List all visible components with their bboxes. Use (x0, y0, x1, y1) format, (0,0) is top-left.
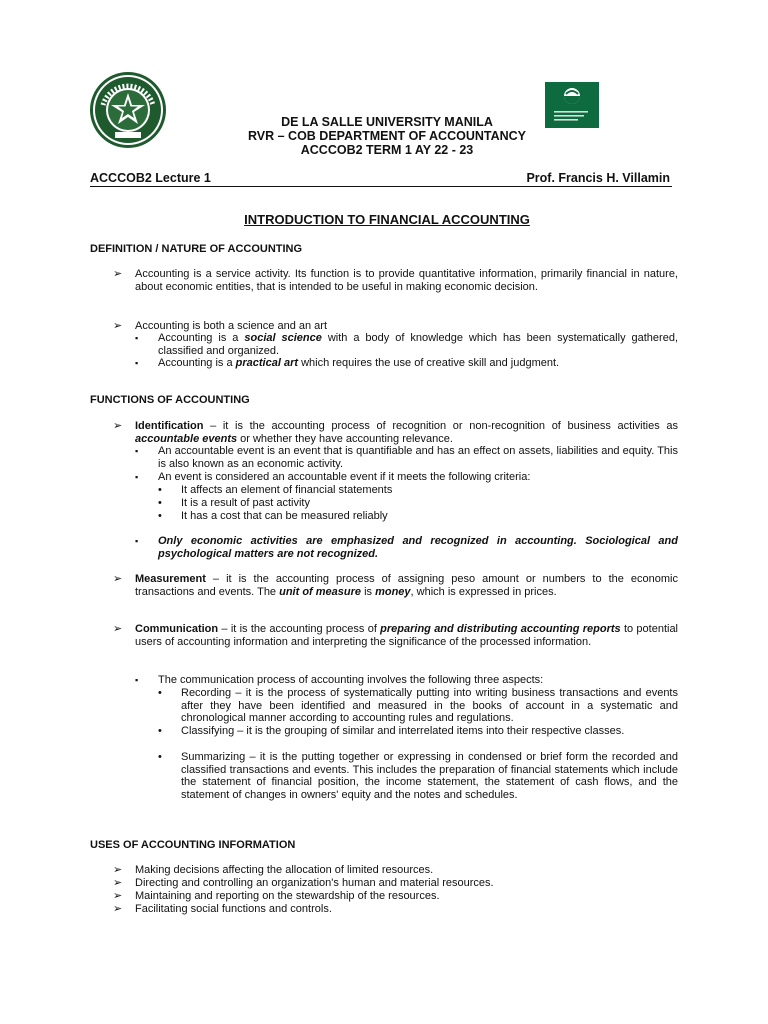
accountable-event-point: An accountable event is an event that is quantifiable and has an effect on assets, liabilities and equity. This is also known as an economic activity. (158, 445, 678, 470)
practical-art-term: practical art (235, 357, 299, 369)
document-header (0, 115, 768, 157)
criteria-intro: An event is considered an accountable event if it meets the following criteria: (158, 471, 531, 483)
arrow-bullet: ➢ (113, 573, 123, 585)
definition-paragraph-2: Accounting is both a science and an art (135, 320, 328, 332)
criterion-2: It is a result of past activity (181, 497, 310, 509)
arrow-bullet: ➢ (113, 877, 123, 889)
arrow-bullet: ➢ (113, 864, 123, 876)
dot-bullet: • (158, 484, 162, 496)
square-bullet: ▪ (135, 333, 139, 343)
dot-bullet: • (158, 497, 162, 509)
title-text: INTRODUCTION TO FINANCIAL ACCOUNTING (244, 212, 530, 227)
term-label: ACCCOB2 TERM 1 AY 22 - 23 (300, 143, 474, 157)
measurement-paragraph: Measurement – it is the accounting process of assigning peso amount or numbers to the economic transactions and events. The unit of measure is money, which is expressed in prices. (135, 573, 678, 598)
criterion-3: It has a cost that can be measured reliably (181, 510, 388, 522)
square-bullet: ▪ (135, 675, 139, 685)
university-name: DE LA SALLE UNIVERSITY MANILA (281, 115, 493, 129)
arrow-bullet: ➢ (113, 420, 123, 432)
recording-aspect: Recording – it is the process of systematically putting into writing business transactions and events after they have been identified and measured in the books of account in a systematic and chronological manner according to accounting rules and regulations. (181, 687, 678, 725)
arrow-bullet: ➢ (113, 268, 123, 280)
use-item: Facilitating social functions and controls. (135, 903, 332, 915)
square-bullet: ▪ (135, 358, 139, 368)
identification-term: Identification (135, 420, 204, 432)
arrow-bullet: ➢ (113, 903, 123, 915)
lecture-label: ACCCOB2 Lecture 1 (90, 171, 211, 185)
identification-paragraph: Identification – it is the accounting process of recognition or non-recognition of business activities as accountable events or whether they have accounting relevance. (135, 420, 678, 445)
dot-bullet: • (158, 725, 162, 737)
communication-term: Communication (135, 623, 219, 635)
summarizing-aspect: Summarizing – it is the putting together or expressing in condensed or brief form the recorded and classified transactions and events. This includes the preparation of financial statements which include the statement of financial position, the income statement, the statement of cash flows, and the statement of changes in owners' equity and the notes and schedules. (181, 751, 678, 801)
art-point: Accounting is a practical art which requires the use of creative skill and judgment. (158, 357, 560, 369)
section-heading-uses: USES OF ACCOUNTING INFORMATION (90, 839, 296, 851)
dot-bullet: • (158, 687, 162, 699)
professor-name: Prof. Francis H. Villamin (526, 171, 670, 185)
use-item: Making decisions affecting the allocation of limited resources. (135, 864, 434, 876)
communication-aspects-intro: The communication process of accounting involves the following three aspects: (158, 674, 544, 686)
department-name: RVR – COB DEPARTMENT OF ACCOUNTANCY (247, 129, 526, 143)
classifying-aspect: Classifying – it is the grouping of similar and interrelated items into their respective classes. (181, 725, 625, 737)
use-item: Maintaining and reporting on the stewardship of the resources. (135, 890, 440, 902)
square-bullet: ▪ (135, 446, 139, 456)
course-line (90, 170, 672, 187)
square-bullet: ▪ (135, 536, 139, 546)
section-heading-functions: FUNCTIONS OF ACCOUNTING (90, 394, 250, 406)
use-item: Directing and controlling an organization's human and material resources. (135, 877, 494, 889)
arrow-bullet: ➢ (113, 320, 123, 332)
arrow-bullet: ➢ (113, 623, 123, 635)
dot-bullet: • (158, 751, 162, 763)
square-bullet: ▪ (135, 472, 139, 482)
document-title (0, 212, 768, 227)
measurement-term: Measurement (135, 573, 206, 585)
recognition-note: Only economic activities are emphasized and recognized in accounting. Sociological and psychological matters are not recognized. (158, 535, 678, 560)
science-point: Accounting is a social science with a body of knowledge which has been systematically gathered, classified and organized. (158, 332, 679, 357)
communication-paragraph: Communication – it is the accounting process of preparing and distributing accounting reports to potential users of accounting information and interpreting the significance of the processed information. (135, 623, 679, 648)
arrow-bullet: ➢ (113, 890, 123, 902)
section-heading-definition: DEFINITION / NATURE OF ACCOUNTING (90, 243, 303, 255)
dot-bullet: • (158, 510, 162, 522)
social-science-term: social science (244, 332, 322, 344)
definition-paragraph-1: Accounting is a service activity. Its function is to provide quantitative information, primarily financial in nature, about economic entities, that is intended to be useful in making economic decision. (135, 268, 678, 293)
criterion-1: It affects an element of financial statements (181, 484, 393, 496)
